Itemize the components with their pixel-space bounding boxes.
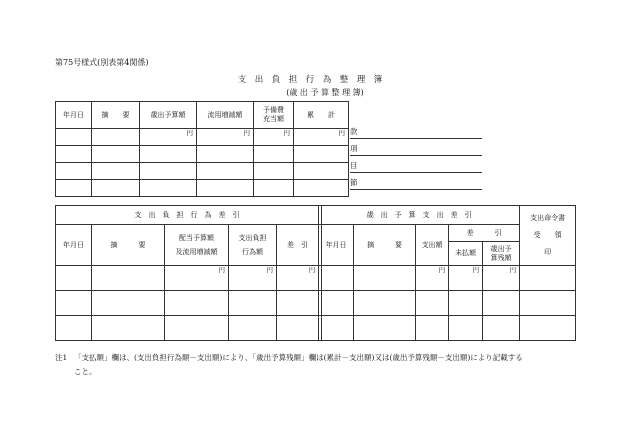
section-divider [321, 205, 322, 341]
side-kou [350, 143, 482, 156]
cell [449, 291, 483, 316]
unit-yen: 円 [449, 266, 483, 291]
expenditure-balance-table [55, 205, 576, 341]
unit-yen: 円 [277, 266, 319, 291]
page-subtitle: (歳 出 予 算 整 理 簿) [286, 88, 364, 97]
left-header-haito [165, 225, 229, 266]
left-header-shishutsu-line2: 行為額 [242, 248, 263, 256]
cell [56, 146, 92, 163]
cell [254, 146, 294, 163]
header-reserve-line2: 充当額 [263, 115, 284, 123]
cell [319, 266, 354, 291]
side-moku-label: 目 [350, 161, 358, 170]
unit-yen: 円 [165, 266, 229, 291]
cell [92, 129, 140, 146]
cell [165, 316, 229, 341]
cell [92, 163, 140, 180]
cell [254, 163, 294, 180]
unit-yen: 円 [229, 266, 277, 291]
cell [520, 291, 576, 316]
cell [294, 180, 349, 197]
cell [277, 291, 319, 316]
left-header-date: 年月日 [56, 225, 92, 266]
cell [483, 291, 520, 316]
cell [483, 316, 520, 341]
cell [277, 316, 319, 341]
cell [197, 163, 254, 180]
cell [319, 316, 354, 341]
header-reserve [254, 102, 294, 129]
left-header-sashihiki: 差 引 [277, 225, 319, 266]
cell [140, 146, 197, 163]
left-header-haito-line1: 配当予算額 [179, 234, 214, 242]
cell [254, 180, 294, 197]
side-kan [350, 126, 482, 139]
cell [140, 163, 197, 180]
unit-yen: 円 [483, 266, 520, 291]
cell [294, 163, 349, 180]
cell [92, 180, 140, 197]
cell [197, 146, 254, 163]
cell [140, 180, 197, 197]
right-header-zangaku-line2: 算残額 [490, 253, 512, 262]
header-cumulative: 累 計 [294, 102, 349, 129]
unit-yen: 円 [140, 129, 197, 146]
right-header-sashihiki: 差 引 [449, 225, 520, 242]
header-transfer: 流用増減額 [197, 102, 254, 129]
cell [354, 291, 416, 316]
cell [449, 316, 483, 341]
cell [416, 291, 449, 316]
meirei-line1: 支出命令書 [530, 214, 566, 222]
cell [56, 266, 92, 291]
cell [229, 291, 277, 316]
side-setsu [350, 177, 482, 190]
left-header-summary: 摘 要 [92, 225, 165, 266]
cell [354, 316, 416, 341]
meirei-header [520, 206, 576, 266]
cell [56, 129, 92, 146]
cell [165, 291, 229, 316]
left-header-shishutsu [229, 225, 277, 266]
right-header-date: 年月日 [319, 225, 354, 266]
cell [56, 180, 92, 197]
cell [56, 291, 92, 316]
header-summary: 摘 要 [92, 102, 140, 129]
cell [416, 316, 449, 341]
cell [354, 266, 416, 291]
right-header-summary: 摘 要 [354, 225, 416, 266]
note-line1: 「支払額」欄は、(支出負担行為額－支出額)により、「歳出予算残額」欄は(累計－支出額)又は(歳出予算残額－支出額)により記載する [74, 353, 523, 362]
form-id: 第75号様式(別表第4関係) [55, 58, 149, 67]
cell [92, 146, 140, 163]
cell [92, 266, 165, 291]
cell [229, 316, 277, 341]
cell [294, 146, 349, 163]
cell [520, 266, 576, 291]
cell [56, 163, 92, 180]
left-header-shishutsu-line1: 支出負担 [238, 234, 267, 242]
cell [197, 180, 254, 197]
cell [56, 316, 92, 341]
left-header-haito-line2: 及流用増減額 [175, 248, 218, 256]
header-reserve-line1: 予備費 [263, 106, 284, 114]
page-title: 支 出 負 担 行 為 整 理 簿 [237, 75, 383, 85]
unit-yen: 円 [197, 129, 254, 146]
right-header-zangaku-line1: 歳出予 [490, 244, 512, 253]
cell [92, 316, 165, 341]
meirei-line3: 印 [544, 248, 552, 256]
meirei-line2: 受 領 [533, 231, 562, 239]
header-budget: 歳出予算額 [140, 102, 197, 129]
unit-yen: 円 [294, 129, 349, 146]
side-setsu-label: 節 [350, 178, 358, 187]
cell [92, 291, 165, 316]
right-header-miharai: 未払額 [449, 242, 483, 266]
header-date: 年月日 [56, 102, 92, 129]
right-header-shishutsu: 支出額 [416, 225, 449, 266]
note-label: 注1 [55, 353, 68, 362]
unit-yen: 円 [416, 266, 449, 291]
side-moku [350, 160, 482, 173]
side-kan-label: 款 [350, 127, 358, 136]
side-kou-label: 項 [350, 144, 358, 153]
budget-ledger-table [55, 101, 349, 197]
cell [520, 316, 576, 341]
note-line2: こと。 [74, 367, 97, 376]
right-group-header: 歳 出 予 算 支 出 差 引 [319, 206, 520, 225]
right-header-zangaku [483, 242, 520, 266]
unit-yen: 円 [254, 129, 294, 146]
left-group-header: 支 出 負 担 行 為 差 引 [56, 206, 319, 225]
cell [319, 291, 354, 316]
